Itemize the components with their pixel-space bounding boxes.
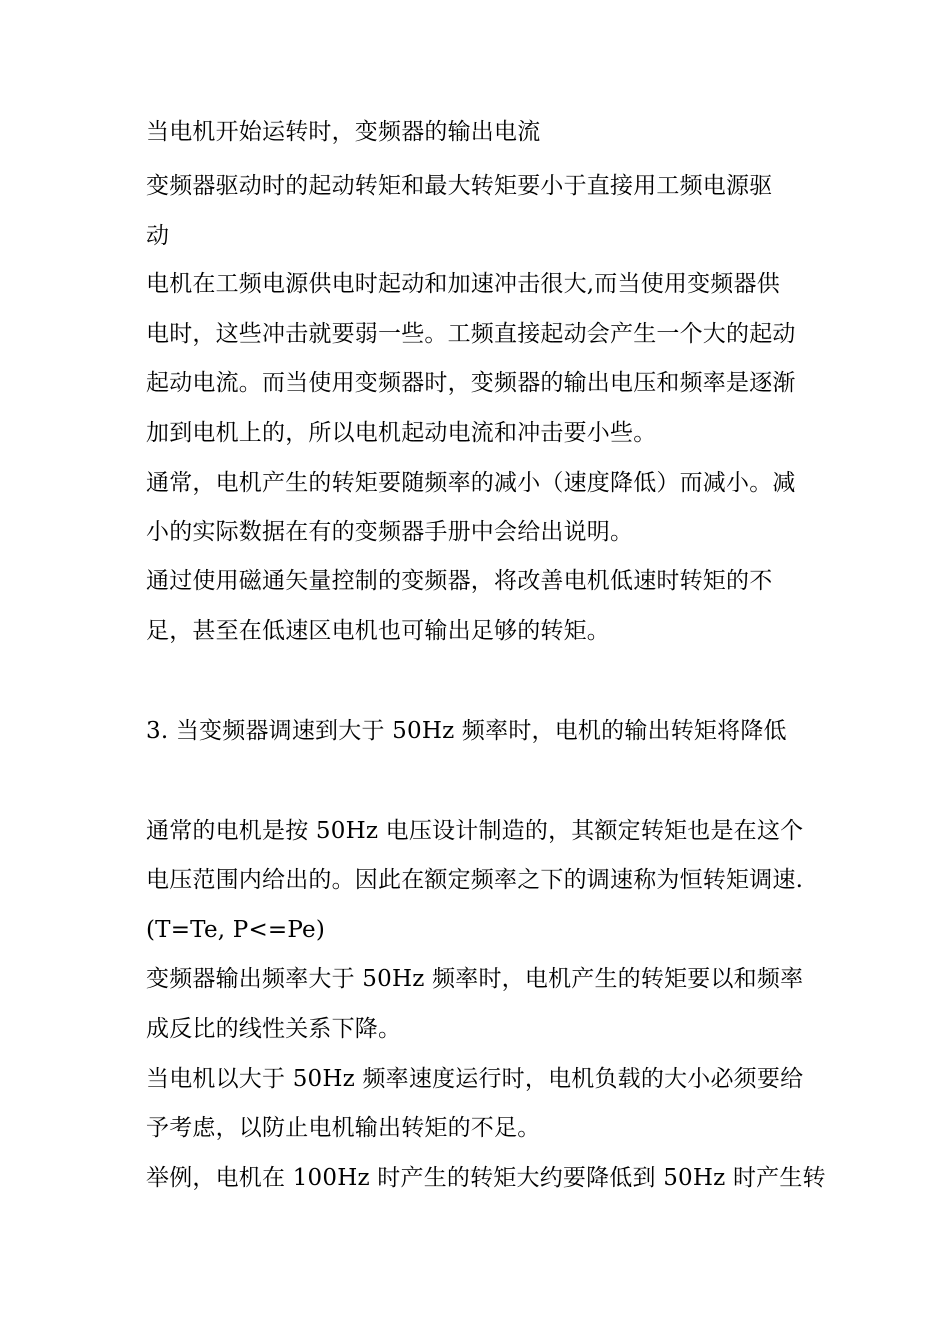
text-line: 当电机以大于 50Hz 频率速度运行时，电机负载的大小必须要给 — [146, 1066, 804, 1092]
text-line: 成反比的线性关系下降。 — [146, 1016, 402, 1042]
text-line: 电机在工频电源供电时起动和加速冲击很大,而当使用变频器供 — [146, 271, 780, 297]
section-heading: 3. 当变频器调速到大于 50Hz 频率时，电机的输出转矩将降低 — [146, 718, 787, 744]
text-line: 当电机开始运转时，变频器的输出电流 — [146, 119, 541, 145]
text-line: 电时，这些冲击就要弱一些。工频直接起动会产生一个大的起动 — [146, 321, 796, 347]
formula-line: (T=Te, P<=Pe) — [146, 917, 326, 943]
text-line: 通常，电机产生的转矩要随频率的减小（速度降低）而减小。减 — [146, 470, 796, 496]
text-line: 起动电流。而当使用变频器时，变频器的输出电压和频率是逐渐 — [146, 370, 796, 396]
text-line: 足，甚至在低速区电机也可输出足够的转矩。 — [146, 618, 610, 644]
text-line: 小的实际数据在有的变频器手册中会给出说明。 — [146, 519, 634, 545]
text-line: 加到电机上的，所以电机起动电流和冲击要小些。 — [146, 420, 657, 446]
text-line: 动 — [146, 223, 170, 249]
text-line: 予考虑，以防止电机输出转矩的不足。 — [146, 1115, 541, 1141]
text-line: 通过使用磁通矢量控制的变频器，将改善电机低速时转矩的不 — [146, 568, 773, 594]
text-line: 电压范围内给出的。因此在额定频率之下的调速称为恒转矩调速. — [146, 867, 804, 893]
text-line: 变频器输出频率大于 50Hz 频率时，电机产生的转矩要以和频率 — [146, 966, 804, 992]
text-line: 举例，电机在 100Hz 时产生的转矩大约要降低到 50Hz 时产生转 — [146, 1165, 826, 1191]
text-line: 通常的电机是按 50Hz 电压设计制造的，其额定转矩也是在这个 — [146, 818, 804, 844]
text-line: 变频器驱动时的起动转矩和最大转矩要小于直接用工频电源驱 — [146, 173, 773, 199]
